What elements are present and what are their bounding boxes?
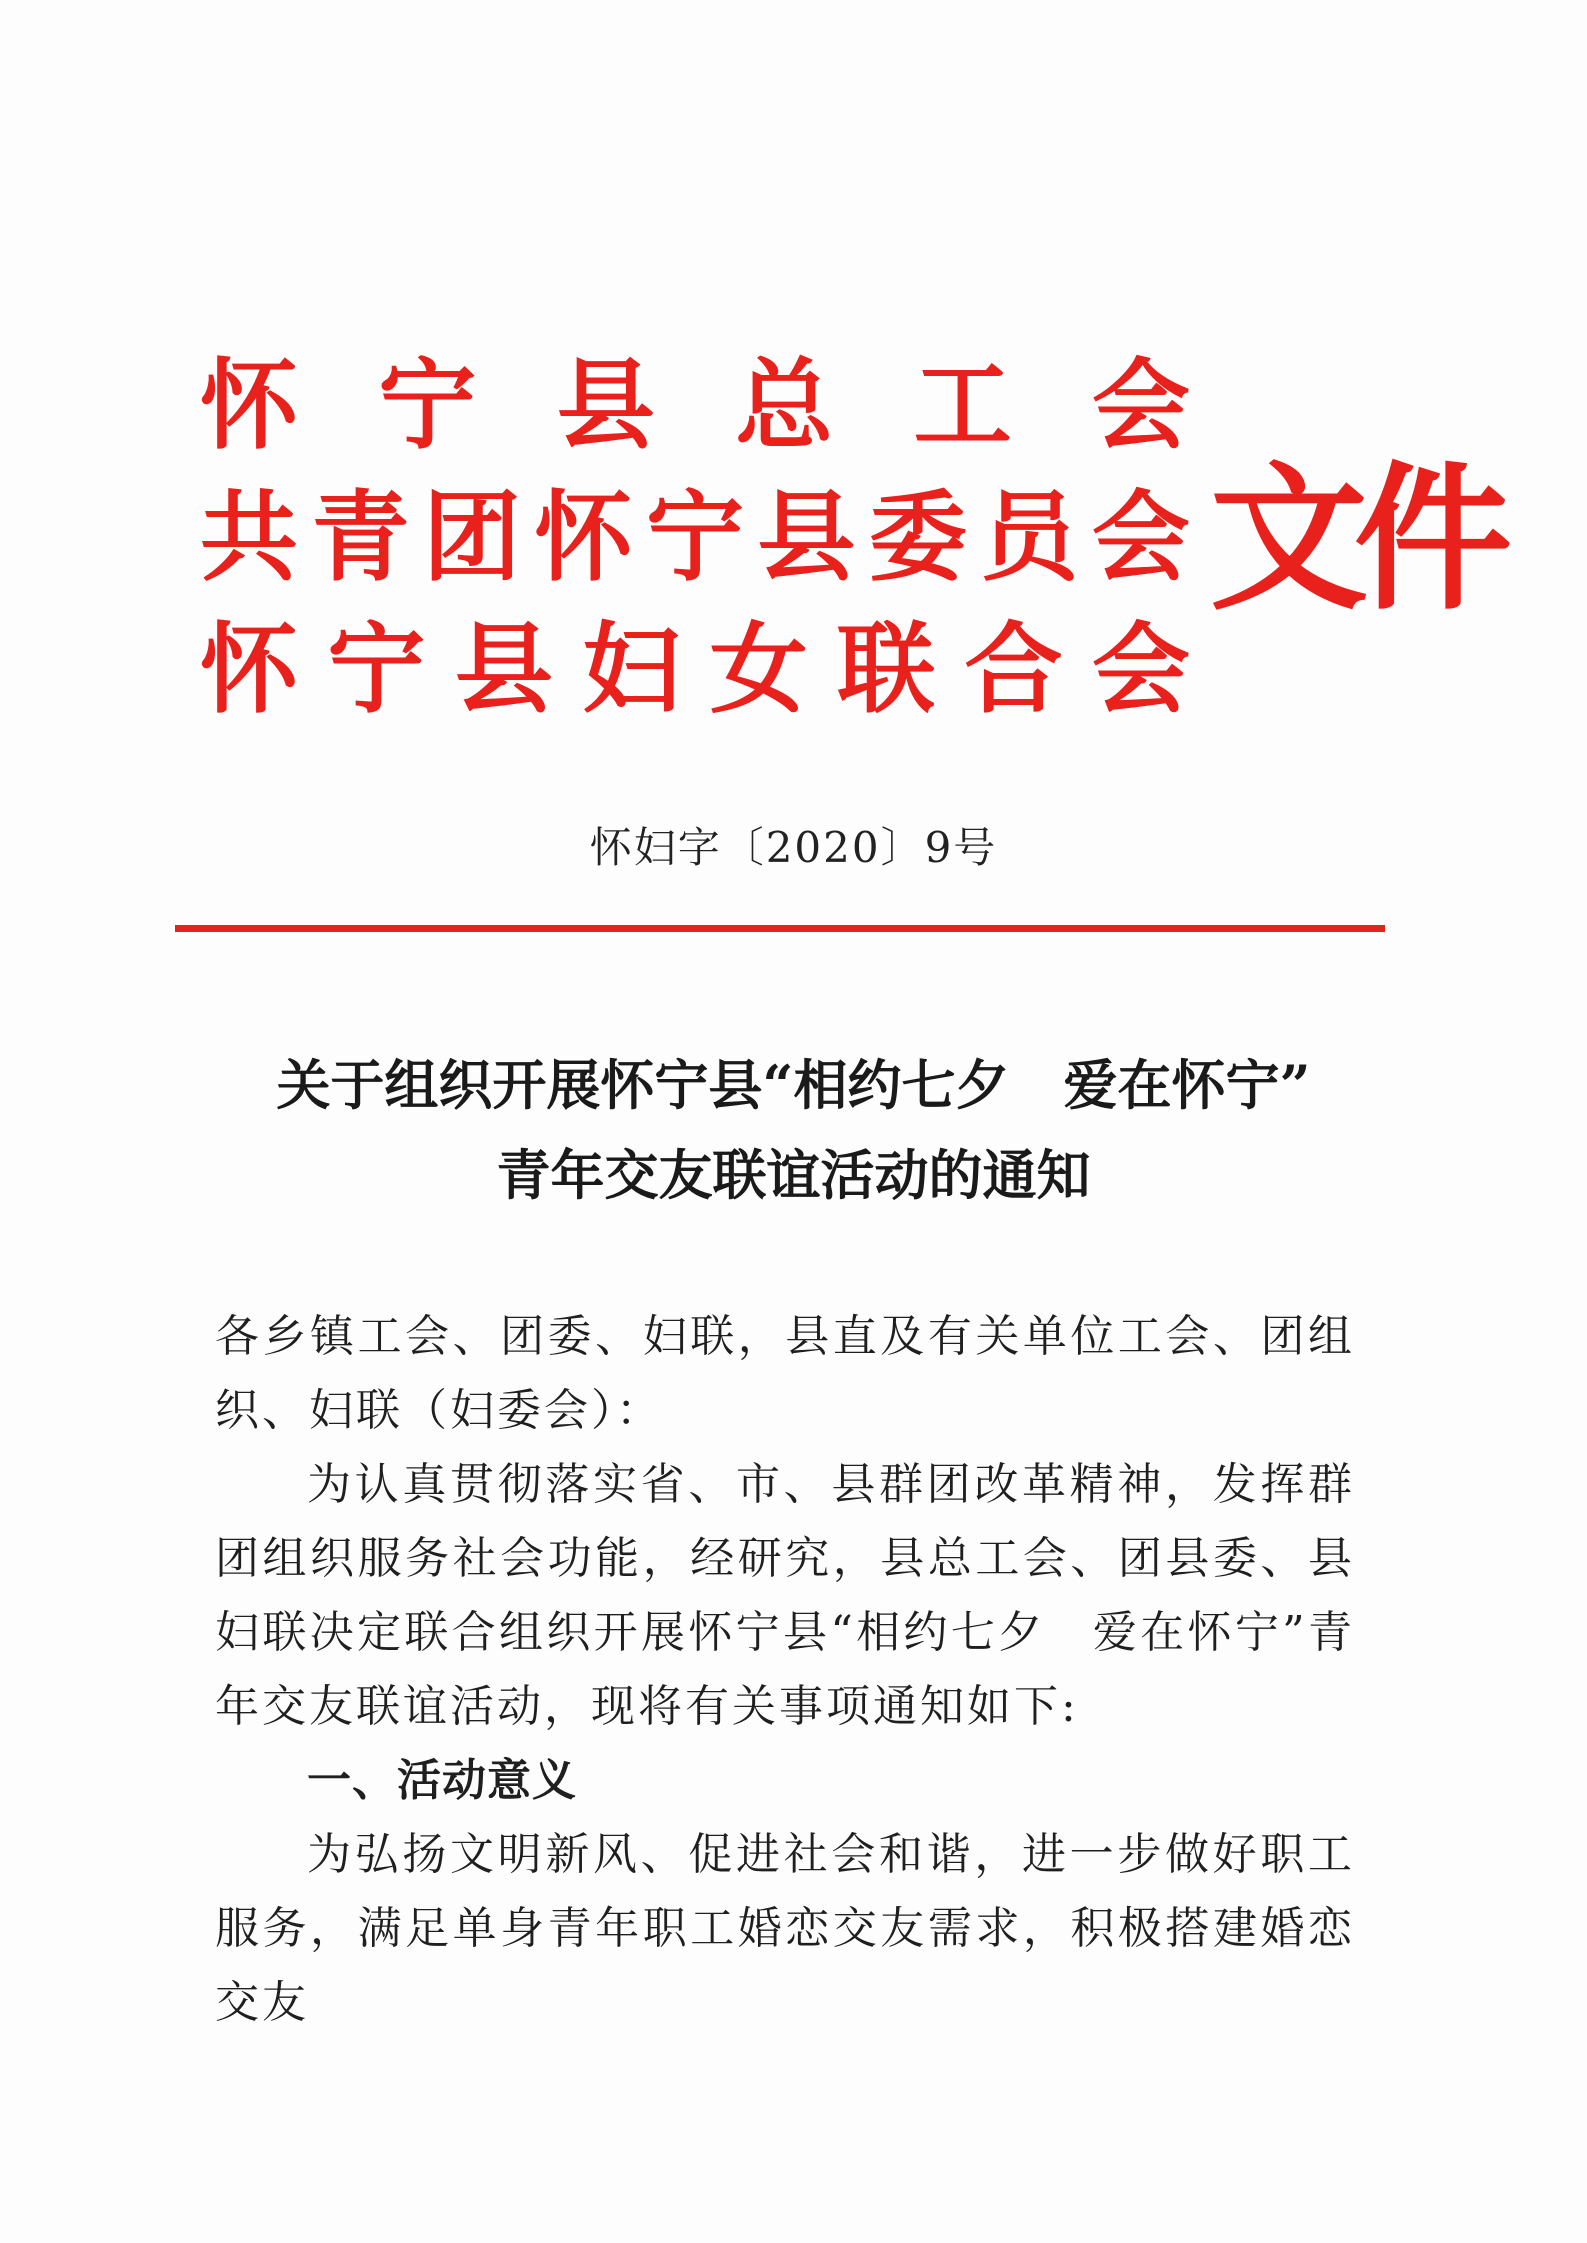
document-number: 怀妇字〔2020〕9号 <box>589 823 998 872</box>
issuer-char: 团 <box>422 481 521 595</box>
section-heading-1: 一、活动意义 <box>307 1755 577 1806</box>
issuer-char: 宁 <box>327 613 426 727</box>
issuer-line-womens-federation <box>200 614 1190 726</box>
issuer-char: 宁 <box>378 349 477 463</box>
section-1-paragraph: 为弘扬文明新风、促进社会和谐，进一步做好职工服务，满足单身青年职工婚恋交友需求，积极搭建婚恋交友 <box>215 1829 1355 2028</box>
issuer-char: 宁 <box>645 481 744 595</box>
issuer-char: 县 <box>757 481 856 595</box>
issuer-char: 怀 <box>534 481 633 595</box>
issuer-char: 会 <box>1091 613 1190 727</box>
issuer-char: 会 <box>1091 349 1190 463</box>
issuer-line-trade-union <box>200 350 1190 462</box>
title-line-1: 关于组织开展怀宁县“相约七夕 爱在怀宁” <box>276 1053 1311 1117</box>
issuer-char: 委 <box>868 481 967 595</box>
red-divider-rule <box>175 925 1385 932</box>
issuer-char: 共 <box>200 481 299 595</box>
issuer-line-youth-league <box>200 482 1190 594</box>
document-body <box>215 1300 1355 2040</box>
red-masthead <box>200 349 1498 740</box>
title-line-2: 青年交友联谊活动的通知 <box>496 1143 1091 1207</box>
issuer-char: 妇 <box>582 613 681 727</box>
salutation: 各乡镇工会、团委、妇联，县直及有关单位工会、团组织、妇联（妇委会）： <box>215 1311 1355 1436</box>
issuer-char: 工 <box>913 349 1012 463</box>
issuer-char: 合 <box>964 613 1063 727</box>
issuer-char: 联 <box>837 613 936 727</box>
document-title <box>0 1040 1587 1220</box>
issuer-char: 总 <box>735 349 834 463</box>
intro-paragraph: 为认真贯彻落实省、市、县群团改革精神，发挥群团组织服务社会功能，经研究，县总工会、团县委、县妇联决定联合组织开展怀宁县“相约七夕 爱在怀宁”青年交友联谊活动，现将有关事项通知如下: <box>215 1459 1355 1732</box>
issuer-char: 怀 <box>200 613 299 727</box>
issuer-char: 女 <box>709 613 808 727</box>
issuer-char: 怀 <box>200 349 299 463</box>
issuer-char: 员 <box>980 481 1079 595</box>
issuer-char: 县 <box>454 613 553 727</box>
issuer-char: 县 <box>556 349 655 463</box>
doc-type-label: 文件 <box>1210 448 1498 632</box>
issuer-char: 青 <box>311 481 410 595</box>
issuer-char: 会 <box>1091 481 1190 595</box>
